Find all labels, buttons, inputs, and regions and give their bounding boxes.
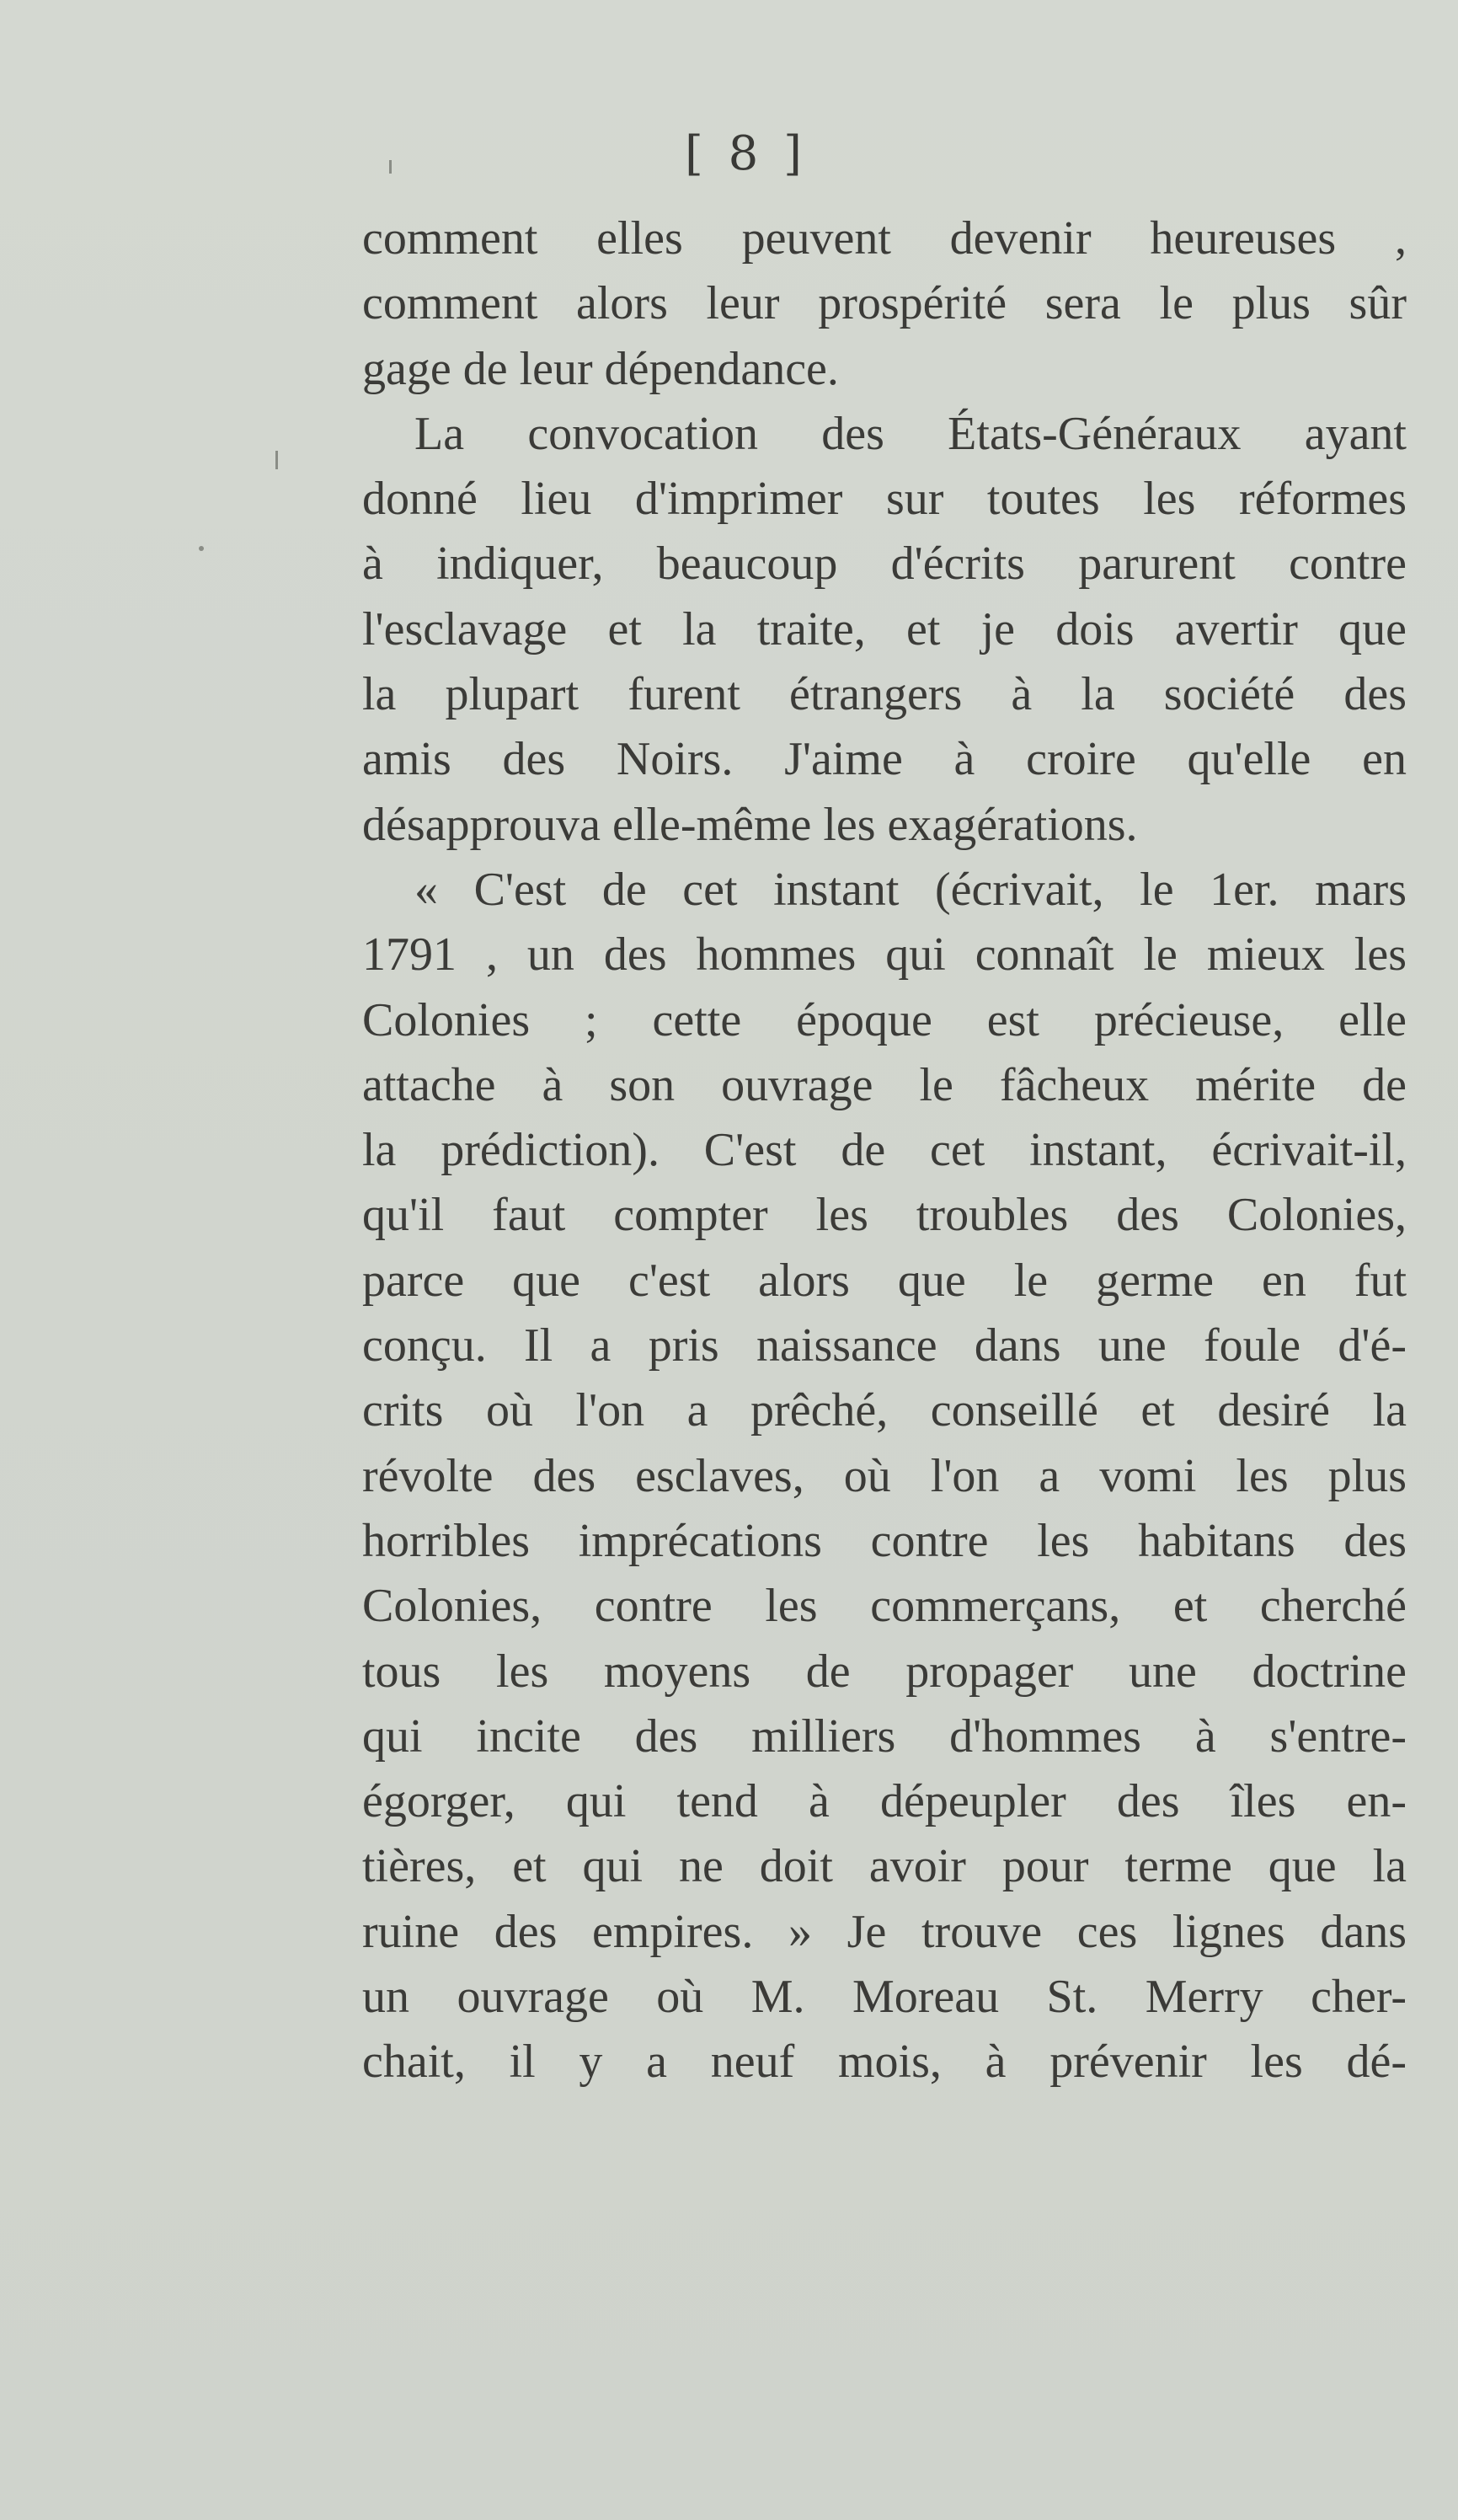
text-line: gage de leur dépendance.: [362, 342, 839, 395]
text-line: La convocation des États-Généraux ayant: [414, 407, 1407, 460]
text-line: comment elles peuvent devenir heureuses ,: [362, 212, 1407, 265]
text-line: crits où l'on a prêché, conseillé et desiré la: [362, 1384, 1407, 1437]
text-line: un ouvrage où M. Moreau St. Merry cher-: [362, 1971, 1407, 2024]
text-line: conçu. Il a pris naissance dans une foule d'é-: [362, 1319, 1407, 1372]
text-line: à indiquer, beaucoup d'écrits parurent contre: [362, 538, 1407, 591]
text-line: la plupart furent étrangers à la société des: [362, 668, 1407, 721]
text-line: désapprouva elle-même les exagérations.: [362, 798, 1138, 851]
text-line: révolte des esclaves, où l'on a vomi les plus: [362, 1449, 1407, 1502]
text-line: ruine des empires. » Je trouve ces lignes dans: [362, 1905, 1407, 1958]
page-number: [ 8 ]: [685, 126, 807, 181]
page-speck: [199, 546, 204, 551]
text-line: horribles imprécations contre les habitans des: [362, 1514, 1407, 1567]
text-line: la prédiction). C'est de cet instant, écrivait-il,: [362, 1124, 1407, 1177]
text-line: qui incite des milliers d'hommes à s'entre-: [362, 1709, 1407, 1763]
text-line: tières, et qui ne doit avoir pour terme que la: [362, 1840, 1407, 1893]
body-text: [362, 206, 1407, 2095]
text-line: 1791 , un des hommes qui connaît le mieux les: [362, 928, 1407, 982]
text-line: chait, il y a neuf mois, à prévenir les dé-: [362, 2036, 1407, 2089]
page-speck: [275, 451, 278, 469]
text-line: l'esclavage et la traite, et je dois avertir que: [362, 602, 1407, 655]
text-line: comment alors leur prospérité sera le plus sûr: [362, 277, 1407, 330]
text-line: « C'est de cet instant (écrivait, le 1er. mars: [414, 863, 1407, 916]
text-line: Colonies, contre les commerçans, et cherché: [362, 1580, 1407, 1633]
text-line: parce que c'est alors que le germe en fut: [362, 1254, 1407, 1307]
text-line: qu'il faut compter les troubles des Colonies,: [362, 1189, 1407, 1242]
text-line: donné lieu d'imprimer sur toutes les réformes: [362, 473, 1407, 526]
text-line: Colonies ; cette époque est précieuse, elle: [362, 993, 1407, 1046]
text-line: attache à son ouvrage le fâcheux mérite de: [362, 1058, 1407, 1111]
text-line: égorger, qui tend à dépeupler des îles en-: [362, 1775, 1407, 1828]
text-line: amis des Noirs. J'aime à croire qu'elle en: [362, 733, 1407, 786]
text-line: tous les moyens de propager une doctrine: [362, 1645, 1407, 1698]
